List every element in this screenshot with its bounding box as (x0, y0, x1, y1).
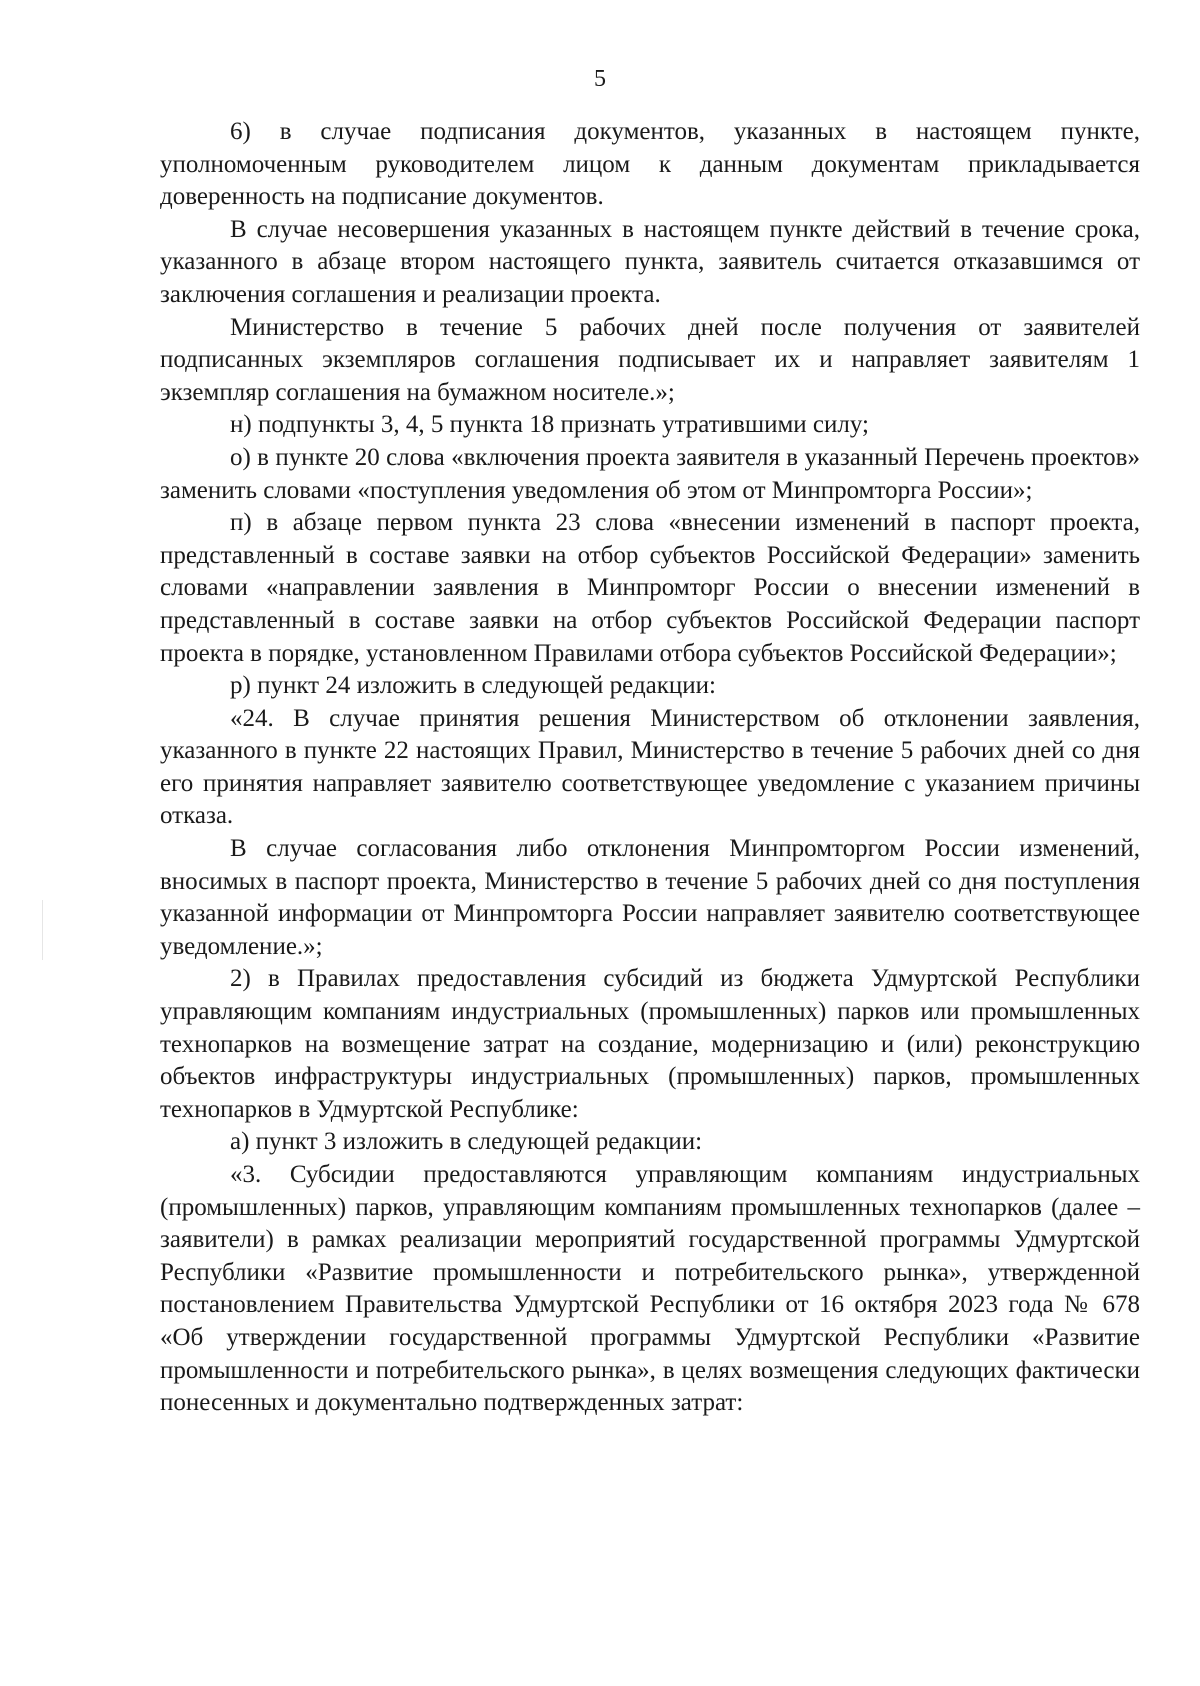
paragraph-item-n: н) подпункты 3, 4, 5 пункта 18 признать утратившими силу; (230, 411, 870, 439)
paragraph-nonperformance: В случае несовершения указанных в настоящем пункте действий в течение срока, указанного в абзаце втором настоящего пункта, заявитель считается отказавшимся от заключения соглашения и реализации проекта. (160, 215, 1140, 308)
scan-artifact (42, 900, 43, 960)
paragraph-point-24: «24. В случае принятия решения Министерством об отклонении заявления, указанного в пункте 22 настоящих Правил, Министерство в течение 5 рабочих дней со дня его принятия направляет заявителю соответствующее уведомление с указанием причины отказа. (160, 704, 1140, 830)
paragraph-item-a: а) пункт 3 изложить в следующей редакции: (230, 1128, 703, 1156)
paragraph-ministry-signing: Министерство в течение 5 рабочих дней после получения от заявителей подписанных экземпляров соглашения подписывает их и направляет заявителям 1 экземпляр соглашения на бумажном носителе.»; (160, 313, 1140, 406)
page-number: 5 (594, 66, 606, 92)
paragraph-item-r: р) пункт 24 изложить в следующей редакции: (230, 672, 716, 700)
document-body (160, 116, 1140, 1420)
paragraph-item-p: п) в абзаце первом пункта 23 слова «внесении изменений в паспорт проекта, представленный в составе заявки на отбор субъектов Российской Федерации» заменить словами «направлении заявления в Минпромторг России о внесении изменений в представленный в составе заявки на отбор субъектов Российской Федерации паспорт проекта в порядке, установленном Правилами отбора субъектов Российской Федерации»; (160, 509, 1140, 667)
paragraph-item-o: о) в пункте 20 слова «включения проекта заявителя в указанный Перечень проектов» заменить словами «поступления уведомления об этом от Минпромторга России»; (160, 443, 1140, 504)
paragraph-point-3: «3. Субсидии предоставляются управляющим компаниям индустриальных (промышленных) парков, управляющим компаниям промышленных технопарков (далее – заявители) в рамках реализации мероприятий государственной программы Удмуртской Республики «Развитие промышленности и потребительского рынка», утвержденной постановлением Правительства Удмуртской Республики от 16 октября 2023 года № 678 «Об утверждении государственной программы Удмуртской Республики «Развитие промышленности и потребительского рынка», в целях возмещения следующих фактически понесенных и документально подтвержденных затрат: (160, 1161, 1140, 1417)
paragraph-approval-case: В случае согласования либо отклонения Минпромторгом России изменений, вносимых в паспорт проекта, Министерство в течение 5 рабочих дней со дня поступления указанной информации от Минпромторга России направляет заявителю соответствующее уведомление.»; (160, 835, 1140, 960)
paragraph-rules-2: 2) в Правилах предоставления субсидий из бюджета Удмуртской Республики управляющим компаниям индустриальных (промышленных) парков или промышленных технопарков на возмещение затрат на создание, модернизацию и (или) реконструкцию объектов инфраструктуры индустриальных (промышленных) парков, промышленных технопарков в Удмуртской Республике: (160, 965, 1140, 1123)
paragraph-subitem-6: 6) в случае подписания документов, указанных в настоящем пункте, уполномоченным руководителем лицом к данным документам прикладывается доверенность на подписание документов. (160, 118, 1140, 211)
